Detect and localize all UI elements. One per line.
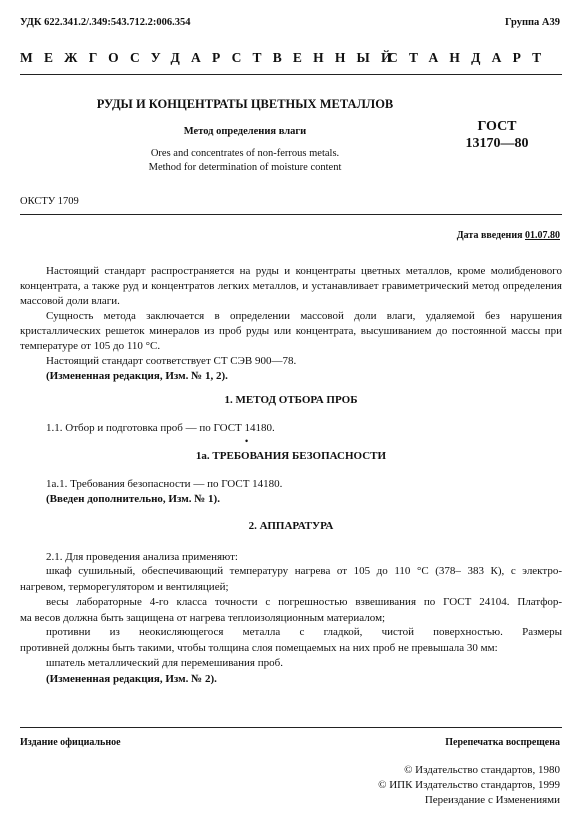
section-2-intro: 2.1. Для проведения анализа применяют: bbox=[46, 551, 238, 563]
date-value: 01.07.80 bbox=[525, 230, 560, 241]
section-1a-item: 1а.1. Требования безопасности — по ГОСТ 14180. bbox=[46, 478, 283, 490]
apparatus-spatula: шпатель металлический для перемешивания проб. bbox=[46, 657, 283, 669]
section-2-amendment: (Измененная редакция, Изм. № 2). bbox=[46, 673, 217, 685]
english-title-line-2: Method for determination of moisture content bbox=[148, 162, 342, 173]
intro-amendment: (Измененная редакция, Изм. № 1, 2). bbox=[46, 370, 228, 382]
official-edition: Издание официальное bbox=[20, 737, 121, 748]
okstu-code: ОКСТУ 1709 bbox=[20, 196, 79, 207]
date-label: Дата введения bbox=[456, 230, 523, 241]
group-code: Группа А39 bbox=[504, 17, 560, 28]
apparatus-trays-line-1: противни из неокисляющегося металла с гладкой, чистой поверхностью. Размеры bbox=[46, 626, 562, 638]
reprint-notice: Перепечатка воспрещена bbox=[445, 737, 560, 748]
udk-code: УДК 622.341.2/.349:543.712.2:006.354 bbox=[20, 17, 191, 28]
print-mark: • bbox=[245, 436, 249, 446]
gost-number: 13170—80 bbox=[465, 136, 529, 151]
section-2-heading: 2. АППАРАТУРА bbox=[248, 520, 334, 532]
english-title-line-1: Ores and concentrates of non-ferrous metals. bbox=[150, 148, 340, 159]
intro-p2-text: Сущность метода заключается в определении массовой доли влаги, удаляемой без нарушения кристаллических решеток минералов из проб руды или концентрата, высушиванием до постоянной массы при температуре от 105 до 110 °С. bbox=[20, 310, 562, 352]
intro-paragraph-2 bbox=[20, 309, 562, 354]
footer-rule bbox=[20, 727, 562, 728]
effective-date bbox=[457, 230, 560, 241]
section-1a-heading: 1а. ТРЕБОВАНИЯ БЕЗОПАСНОСТИ bbox=[195, 450, 387, 462]
apparatus-scales-line-2: ма весов должна быть защищена от нагрева теплоизоляционным материалом; bbox=[20, 612, 386, 624]
copyright-1999: © ИПК Издательство стандартов, 1999 bbox=[378, 779, 560, 791]
intro-p1-text: Настоящий стандарт распространяется на руды и концентраты цветных металлов, кроме молибденового концентрата, а также руд и концентратов легких металлов, и устанавливает гравиметрический метод определения массовой доли влаги. bbox=[20, 265, 562, 307]
standard-word: СТАНДАРТ bbox=[388, 50, 553, 65]
method-title: Метод определения влаги bbox=[183, 126, 307, 137]
reissue-note: Переиздание с Изменениями bbox=[424, 794, 560, 806]
document-title: РУДЫ И КОНЦЕНТРАТЫ ЦВЕТНЫХ МЕТАЛЛОВ bbox=[96, 97, 394, 111]
apparatus-trays-line-2: противней должны быть такими, чтобы толщина слоя помещаемых на них проб не превышала 30 мм: bbox=[20, 642, 498, 654]
section-1-item: 1.1. Отбор и подготовка проб — по ГОСТ 14180. bbox=[46, 422, 275, 434]
apparatus-oven-line-2: нагревом, терморегулятором и вентиляцией; bbox=[20, 581, 229, 593]
gost-label: ГОСТ bbox=[477, 119, 517, 134]
header-rule bbox=[20, 74, 562, 75]
title-rule bbox=[20, 214, 562, 215]
section-1-heading: 1. МЕТОД ОТБОРА ПРОБ bbox=[224, 394, 358, 406]
interstate-word: МЕЖГОСУДАРСТВЕННЫЙ bbox=[20, 50, 403, 65]
apparatus-scales-line-1: весы лабораторные 4-го класса точности с погрешностью взвешивания по ГОСТ 24104. Платфор- bbox=[46, 596, 562, 608]
apparatus-oven-line-1: шкаф сушильный, обеспечивающий температуру нагрева от 105 до 110 °С (378– 383 К), с электро- bbox=[46, 565, 562, 577]
copyright-1980: © Издательство стандартов, 1980 bbox=[404, 764, 560, 776]
section-1a-amendment: (Введен дополнительно, Изм. № 1). bbox=[46, 493, 220, 505]
intro-paragraph-1 bbox=[20, 264, 562, 309]
intro-paragraph-3: Настоящий стандарт соответствует СТ СЭВ 900—78. bbox=[46, 355, 297, 367]
